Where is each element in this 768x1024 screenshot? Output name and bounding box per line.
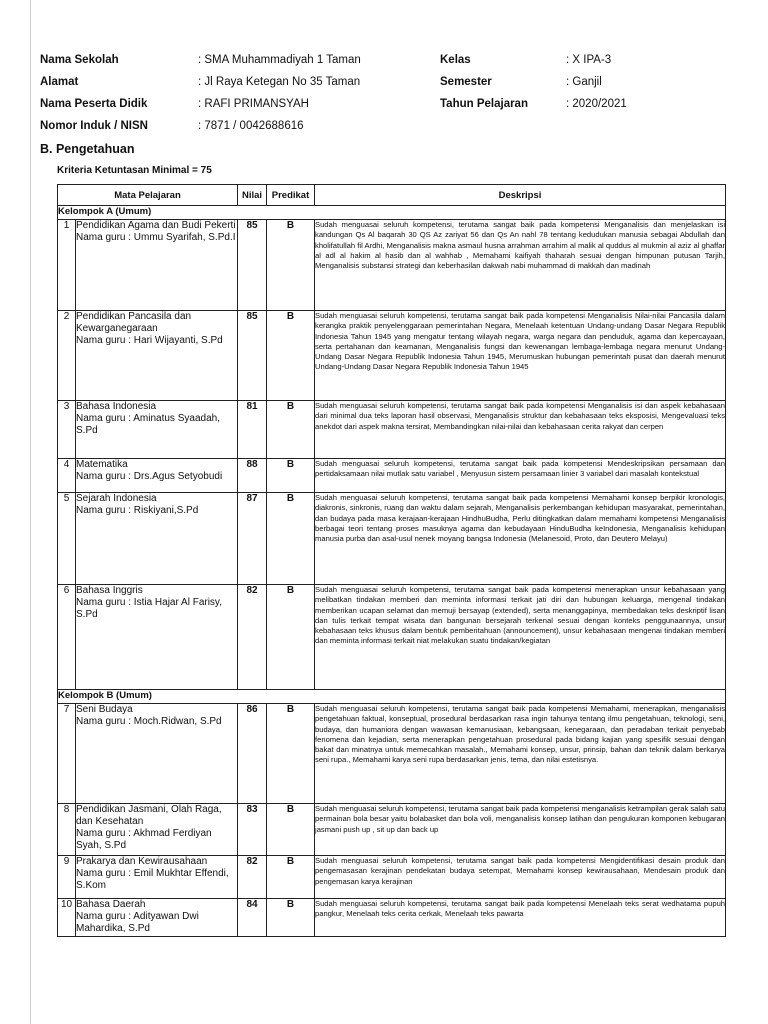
row-number: 8 bbox=[58, 804, 76, 856]
score-cell: 85 bbox=[238, 311, 267, 401]
description-cell: Sudah menguasai seluruh kompetensi, terutama sangat baik pada kompetensi Menganalisis Nilai-nilai Pancasila dalam kerangka praktik penyelenggaraan pemerintahan Negara, Menelaah ketentuan Undang-undang Dasar Negara Republik Indonesia Tahun 1945 yang mengatur tentang wilayah negara, warga negara dan penduduk, agama dan kepercayaan, serta pertahanan dan keamanan, Menganalisis fungsi dan kewenangan lembaga-lembaga negara menurut Undang-Undang Dasar Negara Republik Indonesia Tahun 1945, Merumuskan hubungan pemerintah pusat dan daerah menurut Undang-Undang Dasar Negara Republik Indonesia Tahun 1945 bbox=[315, 311, 726, 401]
row-number: 2 bbox=[58, 311, 76, 401]
section-title: B. Pengetahuan bbox=[40, 142, 135, 156]
info-row-nisn bbox=[40, 116, 740, 138]
minimum-criteria: Kriteria Ketuntasan Minimal = 75 bbox=[57, 165, 212, 176]
teacher-name: Nama guru : Riskiyani,S.Pd bbox=[76, 505, 199, 516]
score-cell: 85 bbox=[238, 220, 267, 311]
teacher-name: Nama guru : Hari Wijayanti, S.Pd bbox=[76, 335, 223, 346]
value-semester: : Ganjil bbox=[566, 76, 602, 88]
label-semester: Semester bbox=[440, 76, 492, 88]
teacher-name: Nama guru : Moch.Ridwan, S.Pd bbox=[76, 716, 222, 727]
description-cell: Sudah menguasai seluruh kompetensi, terutama sangat baik pada kompetensi menerapkan unsur kebahasaan yang melibatkan tindakan memberi dan meminta informasi terkait jati diri dan hubungan keluarga, mengenal tindakan memberikan ucapan selamat dan memuji bersayap (extended), serta menanggapinya, membedakan teks deskriptif lisan dan tulis terkait tempat wisata dan bangunan bersejarah terkenal sesuai dengan konteks penggunaannya, unsur kebahasaan teks khusus dalam bentuk pemberitahuan (announcement), unsur kebahasaan mengenai tindakan memberi dan meminta informasi terkait niat melakukan suatu tindakan/kegiatan bbox=[315, 585, 726, 690]
subject-cell bbox=[76, 585, 238, 690]
predicate-cell: B bbox=[267, 459, 315, 493]
subject-name: Seni Budaya bbox=[76, 704, 133, 715]
predicate-cell: B bbox=[267, 704, 315, 804]
row-number: 3 bbox=[58, 401, 76, 459]
teacher-name: Nama guru : Emil Mukhtar Effendi, S.Kom bbox=[76, 868, 229, 891]
table-row bbox=[58, 311, 726, 401]
table-row bbox=[58, 220, 726, 311]
subject-name: Bahasa Inggris bbox=[76, 585, 143, 596]
grades-body bbox=[58, 206, 726, 937]
subject-cell bbox=[76, 311, 238, 401]
subject-cell bbox=[76, 493, 238, 585]
teacher-name: Nama guru : Akhmad Ferdiyan Syah, S.Pd bbox=[76, 828, 212, 851]
subject-name: Bahasa Daerah bbox=[76, 899, 146, 910]
table-header-row bbox=[58, 185, 726, 206]
group-name: Kelompok A (Umum) bbox=[58, 206, 726, 220]
predicate-cell: B bbox=[267, 856, 315, 899]
subject-cell bbox=[76, 220, 238, 311]
teacher-name: Nama guru : Ummu Syarifah, S.Pd.I bbox=[76, 232, 236, 243]
score-cell: 83 bbox=[238, 804, 267, 856]
group-row bbox=[58, 690, 726, 704]
predicate-cell: B bbox=[267, 899, 315, 937]
score-cell: 86 bbox=[238, 704, 267, 804]
table-row bbox=[58, 704, 726, 804]
description-cell: Sudah menguasai seluruh kompetensi, terutama sangat baik pada kompetensi Mengidentifikasi desain produk dan pengemasasan kerajinan pendekatan budaya setempat, Memahami konsep kewirausahaan, Mendesain produk dan pengemasan karya kerajinan bbox=[315, 856, 726, 899]
description-cell: Sudah menguasai seluruh kompetensi, terutama sangat baik pada kompetensi Menganalisis dan menjelaskan isi kandungan Qs Al baqarah 30 QS Az zariyat 56 dan Qs An nahl 78 tentang kedudukan manusia sebagai Abdullah dan kholifatullah fil Ardhi, Menganalisis makna asmaul husna arrahman arrahim al malik al quddus al mukmin al aziz al ghaffar al adl al hakim al hasib dan al wahhab , Memahami kaifiyah thaharah sesuai dengan himpunan putusan Tarjih, Menganalisis substansi strategi dan keberhasilan dakwah nabi muhammad di makkah dan madinah bbox=[315, 220, 726, 311]
row-number: 10 bbox=[58, 899, 76, 937]
score-cell: 82 bbox=[238, 856, 267, 899]
table-row bbox=[58, 585, 726, 690]
subject-name: Prakarya dan Kewirausahaan bbox=[76, 856, 208, 867]
subject-cell bbox=[76, 704, 238, 804]
info-row-student bbox=[40, 94, 740, 116]
predicate-cell: B bbox=[267, 220, 315, 311]
subject-name: Pendidikan Jasmani, Olah Raga, dan Kesehatan bbox=[76, 804, 222, 827]
teacher-name: Nama guru : Drs.Agus Setyobudi bbox=[76, 471, 223, 482]
info-row-school bbox=[40, 50, 740, 72]
header-subject: Mata Pelajaran bbox=[58, 185, 238, 206]
subject-cell bbox=[76, 899, 238, 937]
value-student-name: : RAFI PRIMANSYAH bbox=[198, 98, 309, 110]
description-cell: Sudah menguasai seluruh kompetensi, terutama sangat baik pada kompetensi Memahami konsep berpikir kronologis, diakronis, sinkronis, ruang dan waktu dalam sejarah, Menganalisis perkembangan kehidupan masyarakat, pemerintahan, dan budaya pada masa kerajaan-kerajaan HindhuBudha, Perlu ditingkatkan dalam memahami kompetensi Menganalisis berbagai teori tentang proses masuknya agama dan kebudayaan HinduBudha keIndonesia, Menganalisis kehidupan manusia purba dan asal-usul nenek moyang bangsa Indonesia (Melanesoid, Proto, dan Deutero Melayu) bbox=[315, 493, 726, 585]
header-description: Deskripsi bbox=[315, 185, 726, 206]
score-cell: 81 bbox=[238, 401, 267, 459]
subject-name: Sejarah Indonesia bbox=[76, 493, 157, 504]
label-class: Kelas bbox=[440, 54, 471, 66]
value-school-year: : 2020/2021 bbox=[566, 98, 627, 110]
value-school-name: : SMA Muhammadiyah 1 Taman bbox=[198, 54, 361, 66]
info-row-address bbox=[40, 72, 740, 94]
table-row bbox=[58, 493, 726, 585]
subject-cell bbox=[76, 856, 238, 899]
score-cell: 87 bbox=[238, 493, 267, 585]
teacher-name: Nama guru : Aminatus Syaadah, S.Pd bbox=[76, 413, 220, 436]
predicate-cell: B bbox=[267, 804, 315, 856]
description-cell: Sudah menguasai seluruh kompetensi, terutama sangat baik pada kompetensi Memahami, menerapkan, menganalisis pengetahuan faktual, konseptual, prosedural berdasarkan rasa ingin tahunya tentang ilmu pengetahuan, teknologi, seni, budaya, dan humaniora dengan wawasan kemanusiaan, kebangsaan, kenegaraan, dan peradaban terkait penyebab fenomena dan kejadian, serta menerapkan pengetahuan prosedural pada bidang kajian yang spesifik sesuai dengan bakat dan minatnya untuk memecahkan masalah., Memahami konsep, unsur, prinsip, bahan dan teknik dalam berkarya seni rupa., Memahami karya seni rupa berdasarkan jenis, tema, dan nilai estetisnya. bbox=[315, 704, 726, 804]
subject-name: Pendidikan Pancasila dan Kewarganegaraan bbox=[76, 311, 192, 334]
label-address: Alamat bbox=[40, 76, 79, 88]
row-number: 5 bbox=[58, 493, 76, 585]
score-cell: 82 bbox=[238, 585, 267, 690]
predicate-cell: B bbox=[267, 585, 315, 690]
table-row bbox=[58, 459, 726, 493]
row-number: 7 bbox=[58, 704, 76, 804]
description-cell: Sudah menguasai seluruh kompetensi, terutama sangat baik pada kompetensi Menganalisis isi dan aspek kebahasaan dari minimal dua teks laporan hasil observasi, Menganalisis struktur dan kebahasaan teks eksposisi, Mengevaluasi teks anekdot dari aspek makna tersirat, Membandingkan nilai-nilai dan kebahasaan cerita rakyat dan cerpen bbox=[315, 401, 726, 459]
teacher-name: Nama guru : Adityawan Dwi Mahardika, S.Pd bbox=[76, 911, 199, 934]
group-name: Kelompok B (Umum) bbox=[58, 690, 726, 704]
row-number: 1 bbox=[58, 220, 76, 311]
table-row bbox=[58, 856, 726, 899]
predicate-cell: B bbox=[267, 311, 315, 401]
description-cell: Sudah menguasai seluruh kompetensi, terutama sangat baik pada kompetensi Menelaah teks serat wedhatama pupuh pangkur, Menelaah teks cerita cerkak, Menelaah teks pawarta bbox=[315, 899, 726, 937]
header-score: Nilai bbox=[238, 185, 267, 206]
value-class: : X IPA-3 bbox=[566, 54, 612, 66]
label-school-year: Tahun Pelajaran bbox=[440, 98, 528, 110]
subject-name: Pendidikan Agama dan Budi Pekerti bbox=[76, 220, 236, 231]
predicate-cell: B bbox=[267, 493, 315, 585]
subject-cell bbox=[76, 804, 238, 856]
label-student-number: Nomor Induk / NISN bbox=[40, 120, 148, 132]
group-row bbox=[58, 206, 726, 220]
scan-edge-line bbox=[30, 0, 31, 1024]
label-school-name: Nama Sekolah bbox=[40, 54, 119, 66]
teacher-name: Nama guru : Istia Hajar Al Farisy, S.Pd bbox=[76, 597, 222, 620]
subject-name: Matematika bbox=[76, 459, 128, 470]
score-cell: 88 bbox=[238, 459, 267, 493]
description-cell: Sudah menguasai seluruh kompetensi, terutama sangat baik pada kompetensi Mendeskripsikan persamaan dan pertidaksamaan nilai mutlak satu variabel , Menyusun sistem persamaan linier 3 variabel dari masalah kontekstual bbox=[315, 459, 726, 493]
row-number: 6 bbox=[58, 585, 76, 690]
value-address: : Jl Raya Ketegan No 35 Taman bbox=[198, 76, 361, 88]
subject-name: Bahasa Indonesia bbox=[76, 401, 157, 412]
label-student-name: Nama Peserta Didik bbox=[40, 98, 148, 110]
subject-cell bbox=[76, 401, 238, 459]
student-info-header bbox=[40, 50, 740, 138]
row-number: 4 bbox=[58, 459, 76, 493]
table-row bbox=[58, 401, 726, 459]
description-cell: Sudah menguasai seluruh kompetensi, terutama sangat baik pada kompetensi menganalisis ketrampilan gerak salah satu permainan bola besar yaitu bolabasket dan bola voli, menganalisis konsep latihan dan pengukuran komponen kebugaran jasmani push up , sit up dan back up bbox=[315, 804, 726, 856]
table-row bbox=[58, 804, 726, 856]
header-predicate: Predikat bbox=[267, 185, 315, 206]
row-number: 9 bbox=[58, 856, 76, 899]
table-row bbox=[58, 899, 726, 937]
value-student-number: : 7871 / 0042688616 bbox=[198, 120, 304, 132]
grades-table bbox=[57, 184, 726, 937]
score-cell: 84 bbox=[238, 899, 267, 937]
subject-cell bbox=[76, 459, 238, 493]
predicate-cell: B bbox=[267, 401, 315, 459]
